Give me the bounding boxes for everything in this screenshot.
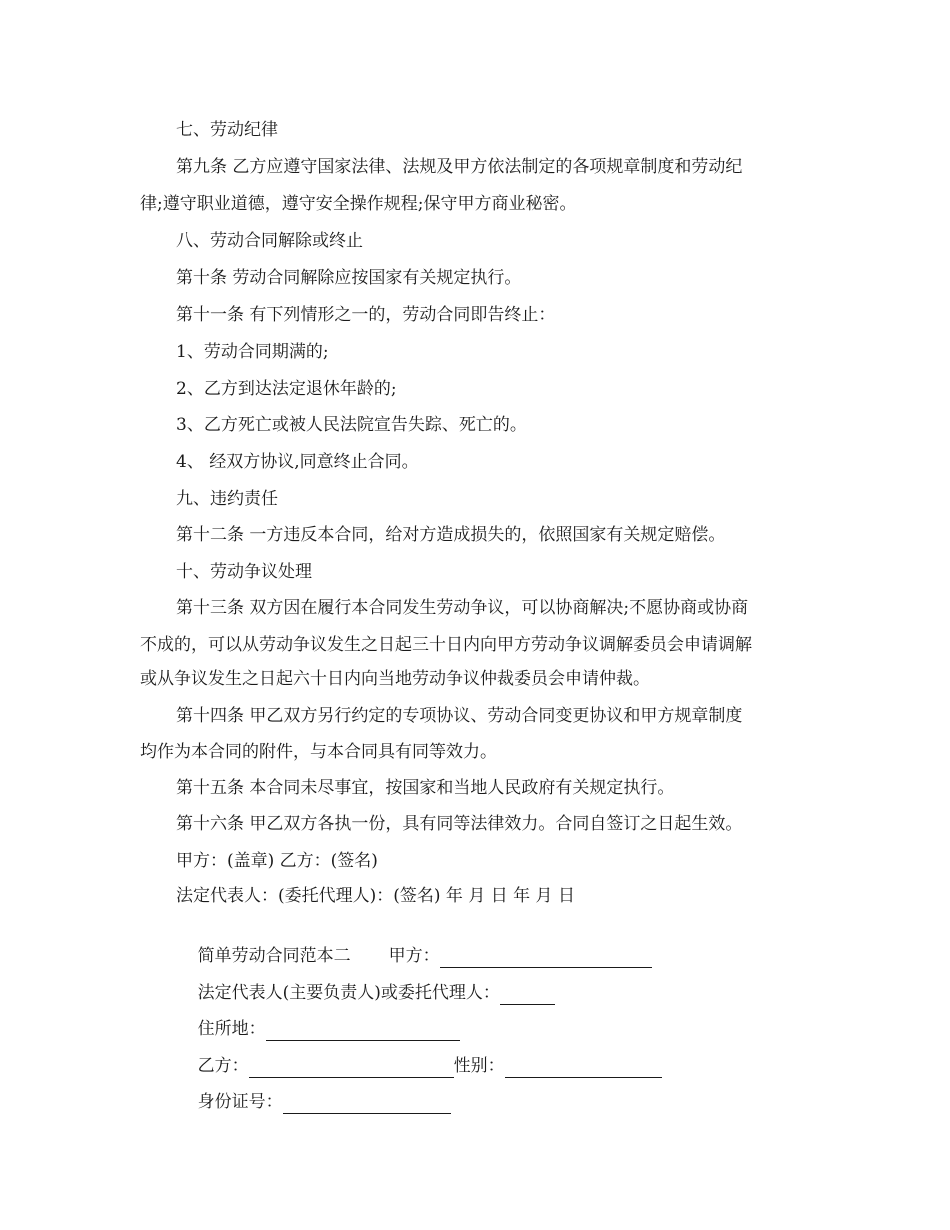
id-label: 身份证号： xyxy=(197,1092,283,1112)
rep-blank[interactable] xyxy=(500,986,555,1005)
paragraph-line: 不成的，可以从劳动争议发生之日起三十日内向甲方劳动争议调解委员会申请调解 xyxy=(140,635,752,655)
gender-blank[interactable] xyxy=(505,1059,662,1078)
signature-line: 甲方：(盖章) 乙方：(签名) xyxy=(176,851,378,871)
section-heading: 七、劳动纪律 xyxy=(176,120,278,140)
gender-label: 性别： xyxy=(453,1056,505,1076)
paragraph-line: 第十四条 甲乙双方另行约定的专项协议、劳动合同变更协议和甲方规章制度 xyxy=(176,706,743,726)
paragraph-line: 第九条 乙方应遵守国家法律、法规及甲方依法制定的各项规章制度和劳动纪 xyxy=(176,157,743,177)
section-heading: 八、劳动合同解除或终止 xyxy=(176,231,363,251)
party-a-label: 甲方： xyxy=(388,946,440,966)
paragraph-line: 第十五条 本合同未尽事宜，按国家和当地人民政府有关规定执行。 xyxy=(176,778,675,798)
list-item: 2、乙方到达法定退休年龄的; xyxy=(176,379,397,399)
paragraph-line: 均作为本合同的附件，与本合同具有同等效力。 xyxy=(140,742,497,762)
list-item: 4、 经双方协议,同意终止合同。 xyxy=(176,452,419,472)
form-title: 简单劳动合同范本二 xyxy=(197,946,351,966)
paragraph-line: 第十二条 一方违反本合同，给对方造成损失的，依照国家有关规定赔偿。 xyxy=(176,525,726,545)
section-heading: 九、违约责任 xyxy=(176,489,278,509)
paragraph-line: 第十条 劳动合同解除应按国家有关规定执行。 xyxy=(176,268,522,288)
party-b-label: 乙方： xyxy=(197,1056,249,1076)
address-label: 住所地： xyxy=(197,1019,266,1039)
paragraph-line: 第十一条 有下列情形之一的，劳动合同即告终止： xyxy=(176,305,556,325)
id-row xyxy=(176,1066,451,1138)
paragraph-line: 律;遵守职业道德，遵守安全操作规程;保守甲方商业秘密。 xyxy=(140,194,577,214)
paragraph-line: 第十六条 甲乙双方各执一份，具有同等法律效力。合同自签订之日起生效。 xyxy=(176,814,743,834)
signature-date-line: 法定代表人：(委托代理人)：(签名) 年 月 日 年 月 日 xyxy=(176,886,575,906)
list-item: 3、乙方死亡或被人民法院宣告失踪、死亡的。 xyxy=(176,415,527,435)
section-heading: 十、劳动争议处理 xyxy=(176,562,312,582)
rep-label: 法定代表人(主要负责人)或委托代理人： xyxy=(197,983,500,1003)
id-blank[interactable] xyxy=(283,1095,451,1114)
paragraph-line: 第十三条 双方因在履行本合同发生劳动争议，可以协商解决;不愿协商或协商 xyxy=(176,598,749,618)
list-item: 1、劳动合同期满的; xyxy=(176,342,329,362)
paragraph-line: 或从争议发生之日起六十日内向当地劳动争议仲裁委员会申请仲裁。 xyxy=(140,669,650,689)
